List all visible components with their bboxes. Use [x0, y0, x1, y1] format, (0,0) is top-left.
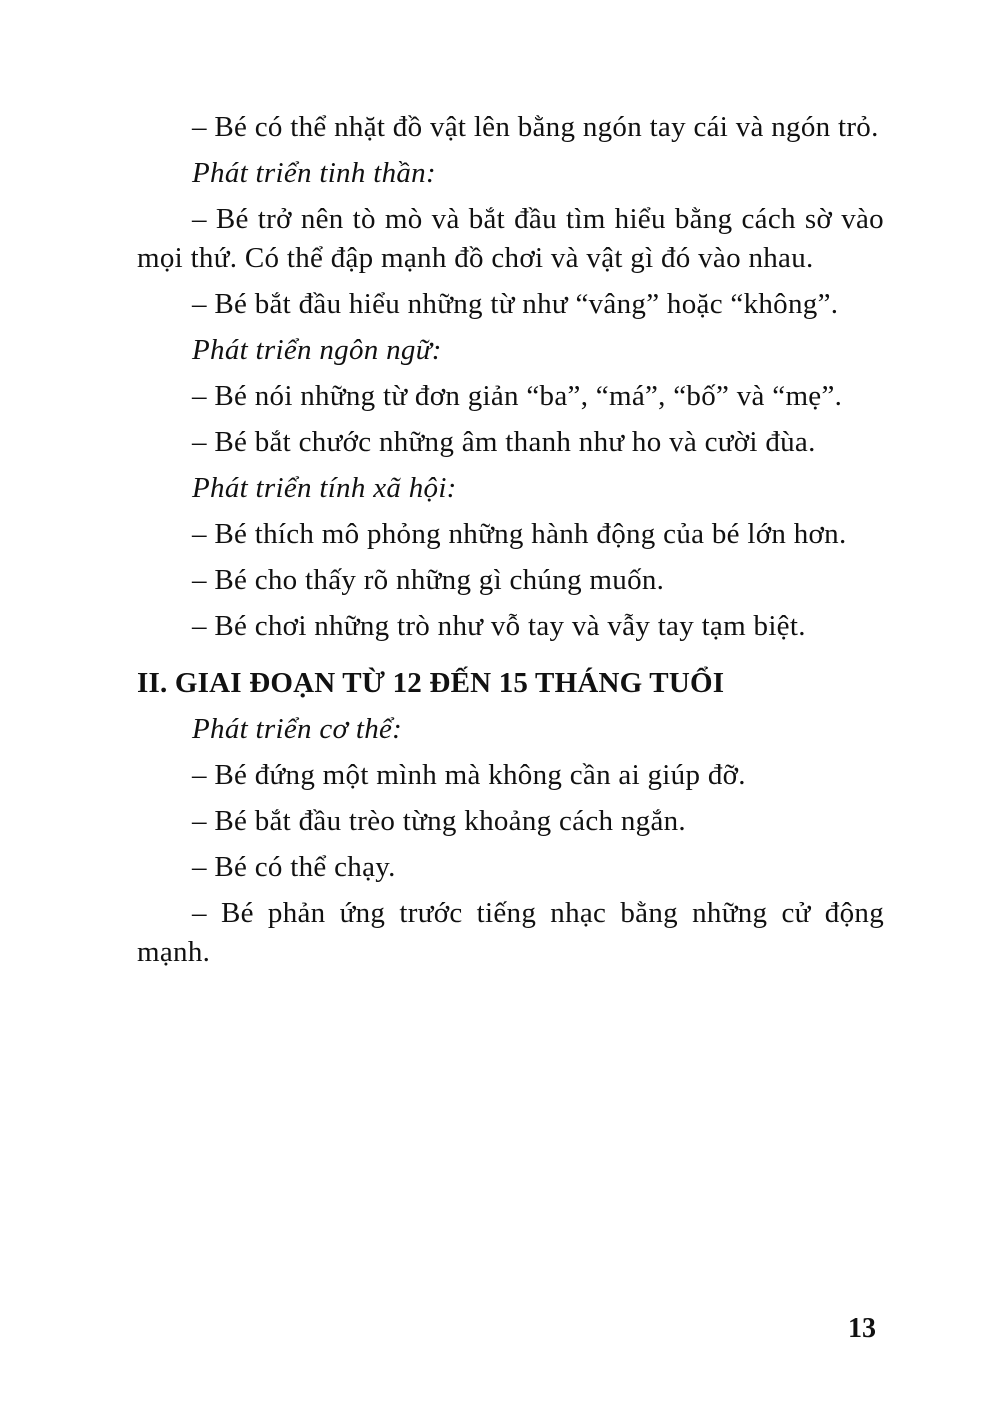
section-heading: II. GIAI ĐOẠN TỪ 12 ĐẾN 15 THÁNG TUỔI: [137, 667, 725, 699]
page-body: [137, 108, 884, 979]
paragraph-show-wants: – Bé cho thấy rõ những gì chúng muốn.: [192, 564, 665, 596]
subheading-social-development: Phát triển tính xã hội:: [192, 472, 457, 504]
subheading-mental-development: Phát triển tinh thần:: [192, 157, 436, 189]
page-number: 13: [848, 1313, 876, 1344]
paragraph-play-games: – Bé chơi những trò như vỗ tay và vẫy tay tạm biệt.: [192, 610, 806, 642]
paragraph-understand-words: – Bé bắt đầu hiểu những từ như “vâng” hoặc “không”.: [192, 288, 839, 320]
paragraph-curious: – Bé trở nên tò mò và bắt đầu tìm hiểu bằng cách sờ vào mọi thứ. Có thể đập mạnh đồ chơi và vật gì đó vào nhau.: [137, 203, 884, 274]
paragraph-react-music: – Bé phản ứng trước tiếng nhạc bằng những cử động mạnh.: [137, 897, 884, 968]
paragraph-stand-alone: – Bé đứng một mình mà không cần ai giúp đỡ.: [192, 759, 746, 791]
paragraph-simple-words: – Bé nói những từ đơn giản “ba”, “má”, “bố” và “mẹ”.: [192, 380, 843, 412]
paragraph-climb: – Bé bắt đầu trèo từng khoảng cách ngắn.: [192, 805, 686, 837]
subheading-language-development: Phát triển ngôn ngữ:: [192, 334, 442, 366]
subheading-physical-development: Phát triển cơ thể:: [192, 713, 403, 745]
paragraph-imitate-actions: – Bé thích mô phỏng những hành động của bé lớn hơn.: [192, 518, 847, 550]
paragraph-pick-up-objects: – Bé có thể nhặt đồ vật lên bằng ngón tay cái và ngón trỏ.: [192, 111, 879, 143]
paragraph-run: – Bé có thể chạy.: [192, 851, 396, 883]
paragraph-imitate-sounds: – Bé bắt chước những âm thanh như ho và cười đùa.: [192, 426, 816, 458]
